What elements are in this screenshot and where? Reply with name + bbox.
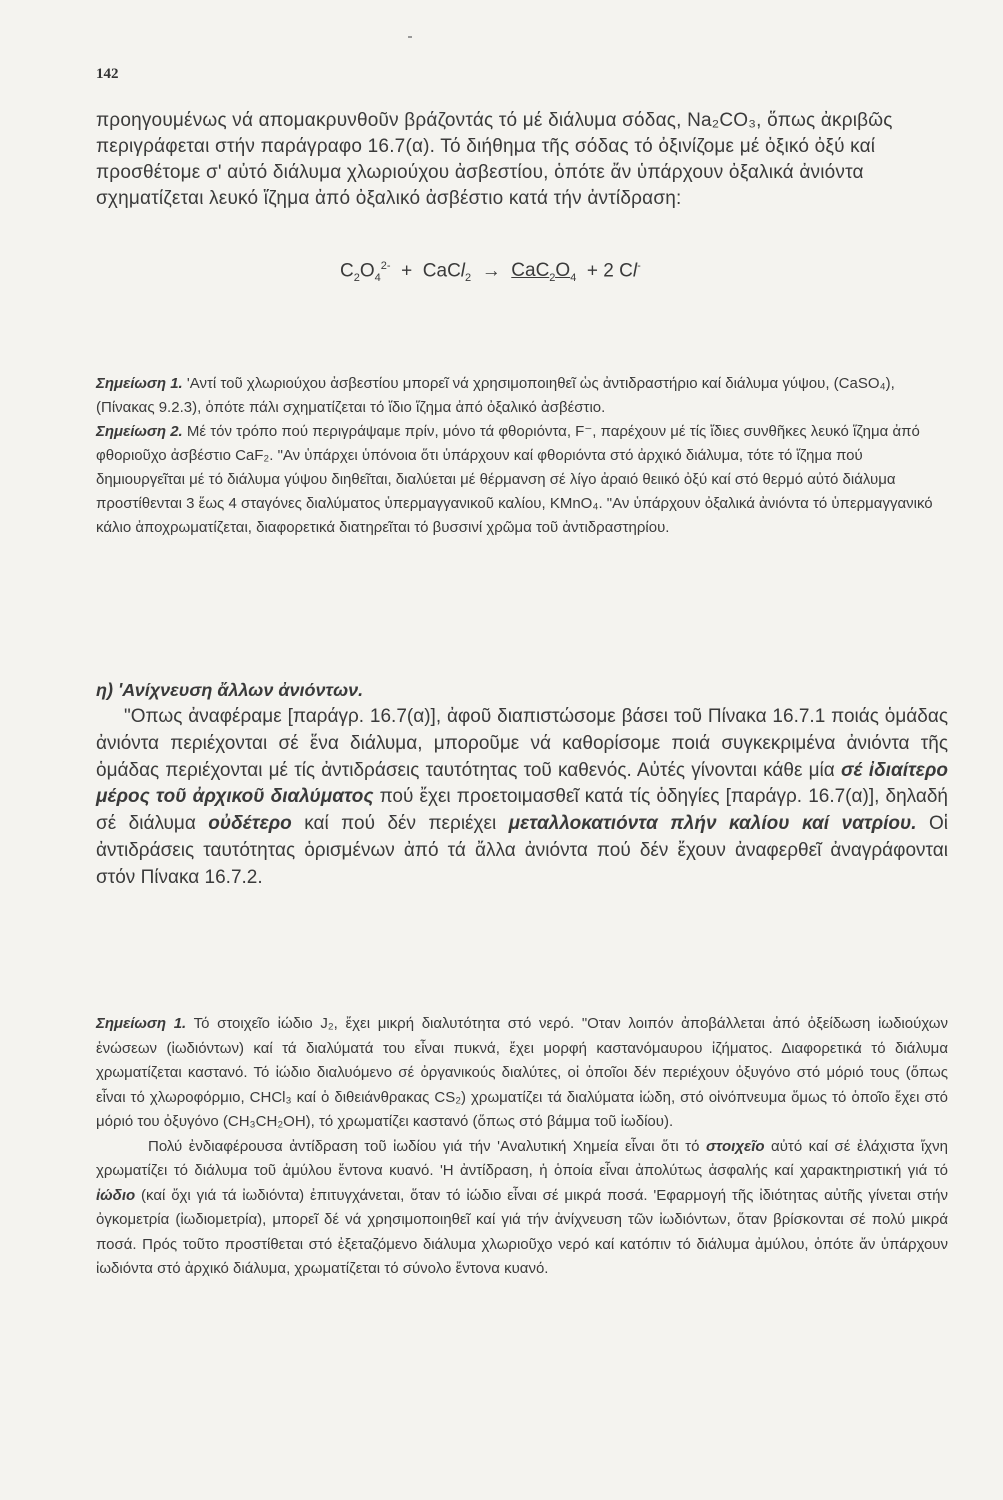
section-paragraph <box>96 704 948 892</box>
text-run: αὐτό καί σέ ἐλάχιστα ἴχνη χρωματίζει τό διάλυμα τοῦ ἀμύλου ἔντονα κυανό. 'Η ἀντίδραση, ἡ ὁποία εἶναι ἀπολύτως ἀσφαλής καί χαρακτηριστική γιά τό <box>96 1137 948 1179</box>
note-iodine <box>96 1012 948 1135</box>
eq-sub: 4 <box>570 272 577 285</box>
emphasis: οὐδέτερο <box>208 813 292 835</box>
eq-l: l <box>632 260 638 282</box>
eq-o: O <box>555 260 571 282</box>
note-text: Μέ τόν τρόπο πού περιγράψαμε πρίν, μόνο τά φθοριόντα, F⁻, παρέχουν μέ τίς ἴδιες συνθῆκες λευκό ἵζημα ἀπό φθοριοῦχο ἀσβέστιο CaF₂. "Αν ὑπάρχει ὑπόνοια ὅτι ὑπάρχουν καί φθοριόντα στό ἀρχικό διάλυμα, τότε τό ἵζημα πού δημιουργεῖται μέ τό διάλυμα γύψου διηθεῖται, διαλύεται μέ θέρμανση σέ λίγο ἀραιό θειικό ὀξύ καί στό θερμό αὐτό διάλυμα προστίθενται 3 ἕως 4 σταγόνες διαλύματος ὑπερμαγγανικοῦ καλίου, KMnO₄. "Αν ὑπάρχουν ὀξαλικά ἀνιόντα τό ὑπερμαγγανικό κάλιο ἀποχρωματίζεται, διαφορετικά διατηρεῖται τό βυσσινί χρῶμα τοῦ ἀντιδραστηρίου. <box>96 423 933 536</box>
note-text: 'Αντί τοῦ χλωριούχου ἀσβεστίου μπορεῖ νά χρησιμοποιηθεῖ ὡς ἀντιδραστήριο καί διάλυμα γύψου, (CaSO₄), (Πίνακας 9.2.3), ὁπότε πάλι σχηματίζεται τό ἴδιο ἵζημα ἀπό ὀξαλικό ἀσβέστιο. <box>96 375 895 416</box>
eq-sub: 2 <box>465 272 472 285</box>
eq-sub: 2 <box>353 272 360 285</box>
note-1 <box>96 372 948 420</box>
eq-oxalate: C <box>340 260 354 282</box>
final-paragraph <box>96 1135 948 1282</box>
emphasis: ἰώδιο <box>96 1186 136 1204</box>
eq-charge: 2- <box>380 260 391 272</box>
notes-group-1 <box>96 372 948 540</box>
scan-speck <box>408 36 412 38</box>
eq-sub: 4 <box>374 272 381 285</box>
text-run: Οἱ ἀντιδράσεις ταυτότητας ὁρισμένων ἀπό τά ἄλλα ἀνιόντα πού δέν ἔχουν ἀναφερθεῖ ἀναγράφονται στόν Πίνακα 16.7.2. <box>96 813 948 888</box>
eq-precipitate <box>511 260 577 285</box>
text-run: καί πού δέν περιέχει <box>291 813 509 835</box>
eq-arrow: → <box>481 260 501 282</box>
intro-paragraph: προηγουμένως νά απομακρυνθοῦν βράζοντάς τό μέ διάλυμα σόδας, Na₂CO₃, ὅπως ἀκριβῶς περιγράφεται στήν παράγραφο 16.7(α). Τό διήθημα τῆς σόδας τό ὀξινίζομε μέ ὀξικό ὀξύ καί προσθέτομε σ' αὐτό διάλυμα χλωριούχου ἀσβεστίου, ὁπότε ἄν ὑπάρχουν ὀξαλικά ἀνιόντα σχηματίζεται λευκό ἵζημα ἀπό ὀξαλικό ἀσβέστιο κατά τήν ἀντίδραση: <box>96 110 893 209</box>
emphasis: στοιχεῖο <box>705 1137 765 1155</box>
text-run: "Οπως ἀναφέραμε [παράγρ. 16.7(α)], ἀφοῦ διαπιστώσομε βάσει τοῦ Πίνακα 16.7.1 ποιάς ὁμάδας ἀνιόντα περιέχονται σέ ἕνα διάλυμα, μποροῦμε νά καθορίσομε ποιά συγκεκριμένα ἀνιόντα τῆς ὁμάδας περιέχονται μέ τίς ἀντιδράσεις ταυτότητας τοῦ καθενός. Αὐτές γίνονται κάθε μία <box>96 706 948 781</box>
text-run: πού ἔχει προετοιμασθεῖ κατά τίς ὁδηγίες [παράγρ. 16.7(α)], δηλαδή σέ διάλυμα <box>96 786 948 835</box>
eq-calcium-chloride: CaC <box>422 260 461 282</box>
note-label: Σημείωση 2. <box>96 423 183 440</box>
notes-group-2 <box>96 1012 948 1282</box>
note-label: Σημείωση 1. <box>96 1015 187 1032</box>
emphasis: μεταλλοκατιόντα πλήν καλίου καί νατρίου. <box>508 813 917 835</box>
emphasis: σέ ἰδιαίτερο μέρος τοῦ ἀρχικοῦ διαλύματος <box>96 759 948 808</box>
eq-charge: - <box>637 260 641 272</box>
section-title: η) 'Ανίχνευση ἄλλων ἀνιόντων. <box>96 680 364 700</box>
eq-sub: 2 <box>549 272 556 285</box>
eq-plus-2: + 2 <box>586 260 614 282</box>
text-run: Πολύ ἐνδιαφέρουσα ἀντίδραση τοῦ ἰωδίου γιά τήν 'Αναλυτική Χημεία εἶναι ὅτι τό <box>148 1137 706 1155</box>
eq-l: l <box>460 260 466 282</box>
text-run: (καί ὄχι γιά τά ἰωδιόντα) ἐπιτυγχάνεται, ὅταν τό ἰώδιο εἶναι σέ μικρά ποσά. 'Εφαρμογή τῆς ἰδιότητας αὐτῆς γίνεται στήν ὀγκομετρία (ἰωδιομετρία), μπορεῖ δέ νά χρησιμοποιηθεῖ καί γιά τήν ἀνίχνευση τῶν ἰωδιόντων, ὅταν βρίσκονται σέ πολύ μικρά ποσά. Πρός τοῦτο προστίθεται στό ἐξεταζόμενο διάλυμα χλωριοῦχο νερό καί κατόπιν τό διάλυμα ἀμύλου, ὁπότε ἄν ὑπάρχουν ἰωδιόντα στό ἀρχικό διάλυμα, χρωματίζεται τό σύνολο ἔντονα κυανό. <box>96 1186 948 1277</box>
eq-chloride: C <box>619 260 633 282</box>
eq-ca: CaC <box>511 260 550 282</box>
note-text: Τό στοιχεῖο ἰώδιο J₂, ἔχει μικρή διαλυτότητα στό νερό. "Οταν λοιπόν ἀποβάλλεται ἀπό ὀξείδωση ἰωδιούχων ἑνώσεων (ἰωδιόντων) καί τά διαλύματά του εἶναι πυκνά, ἔχει μορφή καστανόμαυρου ἰζήματος. Διαφορετικά τό διάλυμα χρωματίζεται καστανό. Τό ἰώδιο διαλυόμενο σέ ὀργανικούς διαλύτες, οἱ ὁποῖοι δέν περιέχουν ὀξυγόνο στό μόριό τους (ὅπως εἶναι τό χλωροφόρμιο, CHCl₃ καί ὁ διθειάνθρακας CS₂) χρωματίζει τά διαλύματα ἰώδη, στό οἰνόπνευμα ὅμως τό ὁποῖο ἔχει στό μόριό του ὀξυγόνο (CH₃CH₂OH), τό χρωματίζει καστανό (ὅπως στό βάμμα τοῦ ἰωδίου). <box>96 1015 948 1130</box>
eq-plus: + <box>401 260 413 282</box>
note-label: Σημείωση 1. <box>96 375 183 392</box>
page-number: 142 <box>96 66 119 82</box>
note-2 <box>96 420 948 540</box>
reaction-equation <box>340 260 641 284</box>
eq-oxalate-o: O <box>359 260 375 282</box>
